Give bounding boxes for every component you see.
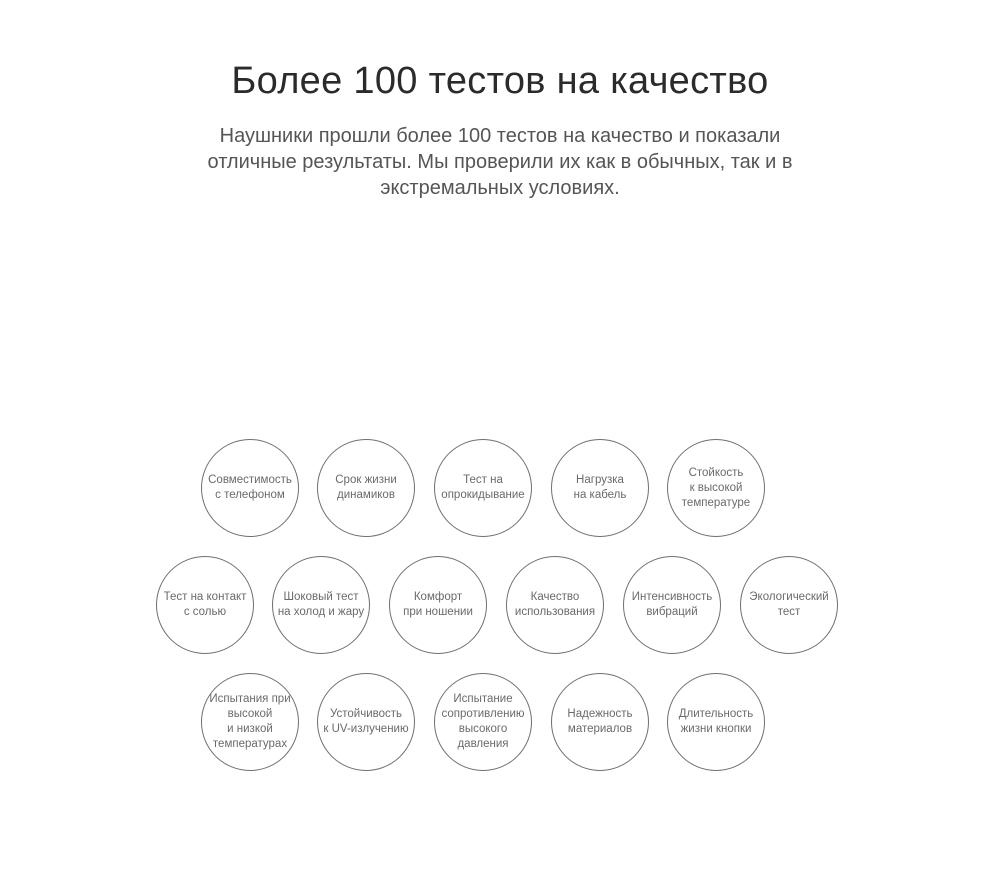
- test-label: Срок жизни динамиков: [335, 474, 397, 501]
- test-label: Экологический тест: [749, 591, 829, 618]
- test-badge: [434, 673, 532, 771]
- page-subtitle: Наушники прошли более 100 тестов на качество и показали отличные результаты. Мы проверили их как в обычных, так и в экстремальных условиях.: [207, 125, 793, 199]
- test-label: Испытание сопротивлению высокого давления: [441, 693, 525, 750]
- test-badge: [551, 439, 649, 537]
- test-badge: [317, 673, 415, 771]
- test-label: Стойкость к высокой температуре: [681, 466, 751, 509]
- test-label: Надежность материалов: [567, 708, 633, 735]
- test-badge: [506, 556, 604, 654]
- test-label: Шоковый тест на холод и жару: [277, 591, 365, 618]
- test-badge: [623, 556, 721, 654]
- test-badge: [317, 439, 415, 537]
- test-badge: [272, 556, 370, 654]
- test-badge: [201, 439, 299, 537]
- test-label: Тест на опрокидывание: [441, 474, 525, 501]
- test-badge: [740, 556, 838, 654]
- test-label: Совместимость с телефоном: [208, 474, 292, 501]
- page-title: Более 100 тестов на качество: [231, 60, 769, 102]
- test-badge: [667, 439, 765, 537]
- test-label: Нагрузка на кабель: [573, 474, 627, 501]
- test-label: Качество использования: [514, 591, 596, 618]
- test-badge: [156, 556, 254, 654]
- test-label: Устойчивость к UV-излучению: [323, 708, 409, 735]
- test-label: Испытания при высокой и низкой температурах: [209, 693, 291, 750]
- test-badge: [434, 439, 532, 537]
- test-badge: [201, 673, 299, 771]
- test-badge: [389, 556, 487, 654]
- test-label: Комфорт при ношении: [403, 591, 473, 618]
- test-label: Длительность жизни кнопки: [678, 708, 754, 735]
- test-badge: [551, 673, 649, 771]
- test-badge: [667, 673, 765, 771]
- test-label: Интенсивность вибраций: [631, 591, 713, 618]
- test-label: Тест на контакт с солью: [163, 591, 247, 618]
